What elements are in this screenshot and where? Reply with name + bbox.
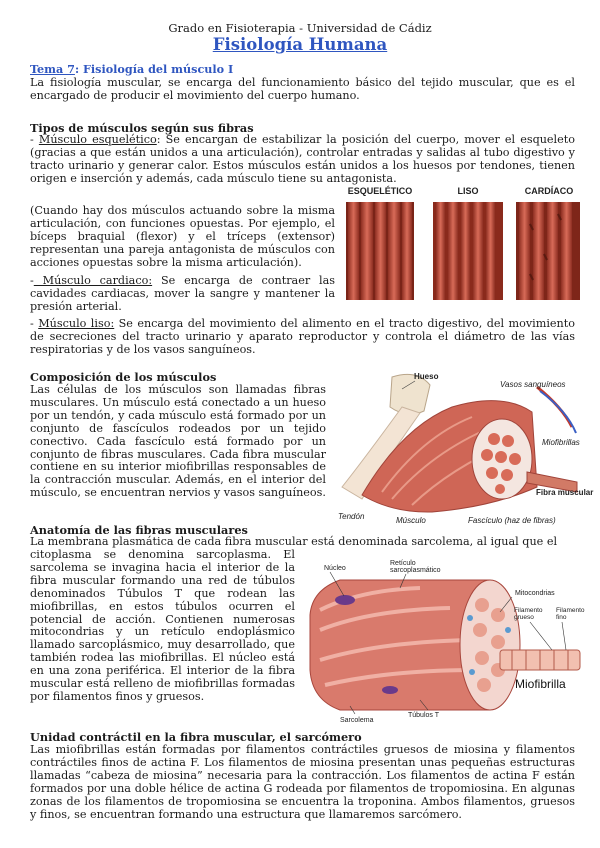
muscle-types-figure <box>340 184 580 302</box>
anatomy-lead: La membrana plasmática de cada fibra muscular está denominada sarcolema, al igual que el <box>30 535 558 548</box>
topic-label[interactable]: Tema 7 <box>30 62 75 76</box>
label-reticulum: Retículo sarcoplasmático <box>390 560 441 574</box>
fiber-anatomy-figure <box>300 560 585 725</box>
label-myofibrils: Miofibrillas <box>542 438 580 447</box>
label-fiber: Fibra muscular <box>536 488 594 497</box>
unit-heading: Unidad contráctil en la fibra muscular, el sarcómero <box>30 730 362 744</box>
muscle-composition-figure <box>332 367 594 527</box>
cardiac-tissue <box>516 202 580 300</box>
nucleus-shape <box>335 595 355 605</box>
label-smooth: LISO <box>457 186 479 196</box>
cardiac-label: Músculo cardiaco: <box>33 274 153 287</box>
smooth-paragraph: - Músculo liso: Se encarga del movimiento del alimento en el tracto digestivo, del movimiento de secreciones del tracto urinario y aparato reproductor y controla el diámetro de las vías respiratorias y de los vasos sanguíneos. <box>30 317 575 356</box>
label-vessels: Vasos sanguíneos <box>500 380 566 389</box>
skeletal-text: : Se encargan de estabilizar la posición del cuerpo, mover el esqueleto (gracias a que están unidos a una articulación), controlar entradas y salidas al tubo digestivo y tracto urinario y generar calor. Estos músculos están unidos a los huesos por tendones, tienen origen e inserción y además, cada músculo tiene su antagonista. <box>30 133 575 185</box>
smooth-tissue <box>433 202 503 300</box>
composition-text: Las células de los músculos son llamadas fibras musculares. Un músculo está conectado a un hueso por un tendón, y cada músculo está formado por un conjunto de fascículos rodeados por un tejido conectivo. Cada fascículo está formado por un conjunto de fibras musculares. Cada fibra muscular contiene en su interior miofibrillas responsables de la contracción muscular. Además, en el interior del músculo, se encuentran nervios y vasos sanguíneos. <box>30 383 326 500</box>
topic-block <box>30 63 575 103</box>
types-heading: Tipos de músculos según sus fibras <box>30 121 254 135</box>
label-mitochondria: Mitocondrias <box>515 590 555 597</box>
label-muscle: Músculo <box>396 516 426 525</box>
topic-intro: La fisiología muscular, se encarga del funcionamiento básico del tejido muscular, que es el encargado de producir el movimiento del cuerpo humano. <box>30 75 575 102</box>
unit-text: Las miofibrillas están formadas por filamentos contráctiles gruesos de miosina y filamentos contráctiles finos de actina F. Los filamentos de miosina presentan unas pequeñas estructuras llamadas “cabeza de miosina” necesaria para la contracción. Los filamentos de actina F están formados por una doble hélice de actina G rodeada por filamentos de tropomiosina. En algunas zonas de los filamentos de tropomiosina se encuentra la troponina. Ambos filamentos, gruesos y finos, se encuentran formando una estructura que llamaremos sarcómero. <box>30 743 575 821</box>
smooth-label: Músculo liso: <box>38 317 115 330</box>
page-title: Fisiología Humana <box>212 35 388 54</box>
label-thin-filament: Filamento fino <box>556 607 585 621</box>
label-cardiac: CARDÍACO <box>524 186 574 196</box>
fiber-cut-face <box>460 580 520 710</box>
label-thick-filament: Filamento grueso <box>514 607 543 621</box>
topic-title: : Fisiología del músculo I <box>74 62 234 76</box>
label-nucleus: Núcleo <box>324 565 346 572</box>
label-fascicle: Fascículo (haz de fibras) <box>468 516 556 525</box>
anatomy-heading: Anatomía de las fibras musculares <box>30 523 248 537</box>
smooth-text: Se encarga del movimiento del alimento en el tracto digestivo, del movimiento de secreciones del tracto urinario y aparato reproductor y controla el diámetro de las vías respiratorias y de los vasos sanguíneos. <box>30 317 575 356</box>
antagonist-note: (Cuando hay dos músculos actuando sobre la misma articulación, con funciones opuestas. Por ejemplo, el bíceps braquial (flexor) y el tríceps (extensor) representan una pareja antagonista de músculos con acciones opuestas sobre la misma articulación). <box>30 204 335 269</box>
skeletal-tissue <box>346 202 414 300</box>
label-myofibril: Miofibrilla <box>515 677 566 691</box>
label-t-tubules: Túbulos T <box>408 712 439 719</box>
skeletal-paragraph: - Músculo esquelético: Se encargan de estabilizar la posición del cuerpo, mover el esqueleto (gracias a que están unidos a una articulación), controlar entradas y salidas al tubo digestivo y tracto urinario y generar calor. Estos músculos están unidos a los huesos por tendones, tienen origen e inserción y además, cada músculo tiene su antagonista. <box>30 133 575 185</box>
composition-heading: Composición de los músculos <box>30 370 217 384</box>
anatomy-text: citoplasma se denomina sarcoplasma. El sarcolema se invagina hacia el interior de la fibra muscular formando una red de túbulos denominados Túbulos T que rodean las miofibrillas, en estos túbulos ocurren el potencial de acción. Contienen numerosas mitocondrias y un retículo endoplásmico llamado sarcoplásmico, muy desarrollado, que también rodea las miofibrillas. El núcleo está en una zona periférica. El interior de la fibra muscular está relleno de miofibrillas formadas por filamentos finos y gruesos. <box>30 548 295 703</box>
label-sarcolemma: Sarcolema <box>340 717 374 724</box>
label-bone: Hueso <box>414 372 439 381</box>
skeletal-label: Músculo esquelético <box>38 133 157 146</box>
cardiac-text: Se encarga de contraer las cavidades cardiacas, mover la sangre y mantener la presión arterial. <box>30 274 336 313</box>
label-skeletal: ESQUELÉTICO <box>347 186 413 196</box>
cardiac-paragraph: - Músculo cardiaco: Se encarga de contraer las cavidades cardiacas, mover la sangre y mantener la presión arterial. <box>30 274 336 313</box>
label-tendon: Tendón <box>338 512 365 521</box>
header-institution: Grado en Fisioterapia - Universidad de Cádiz <box>168 21 432 35</box>
